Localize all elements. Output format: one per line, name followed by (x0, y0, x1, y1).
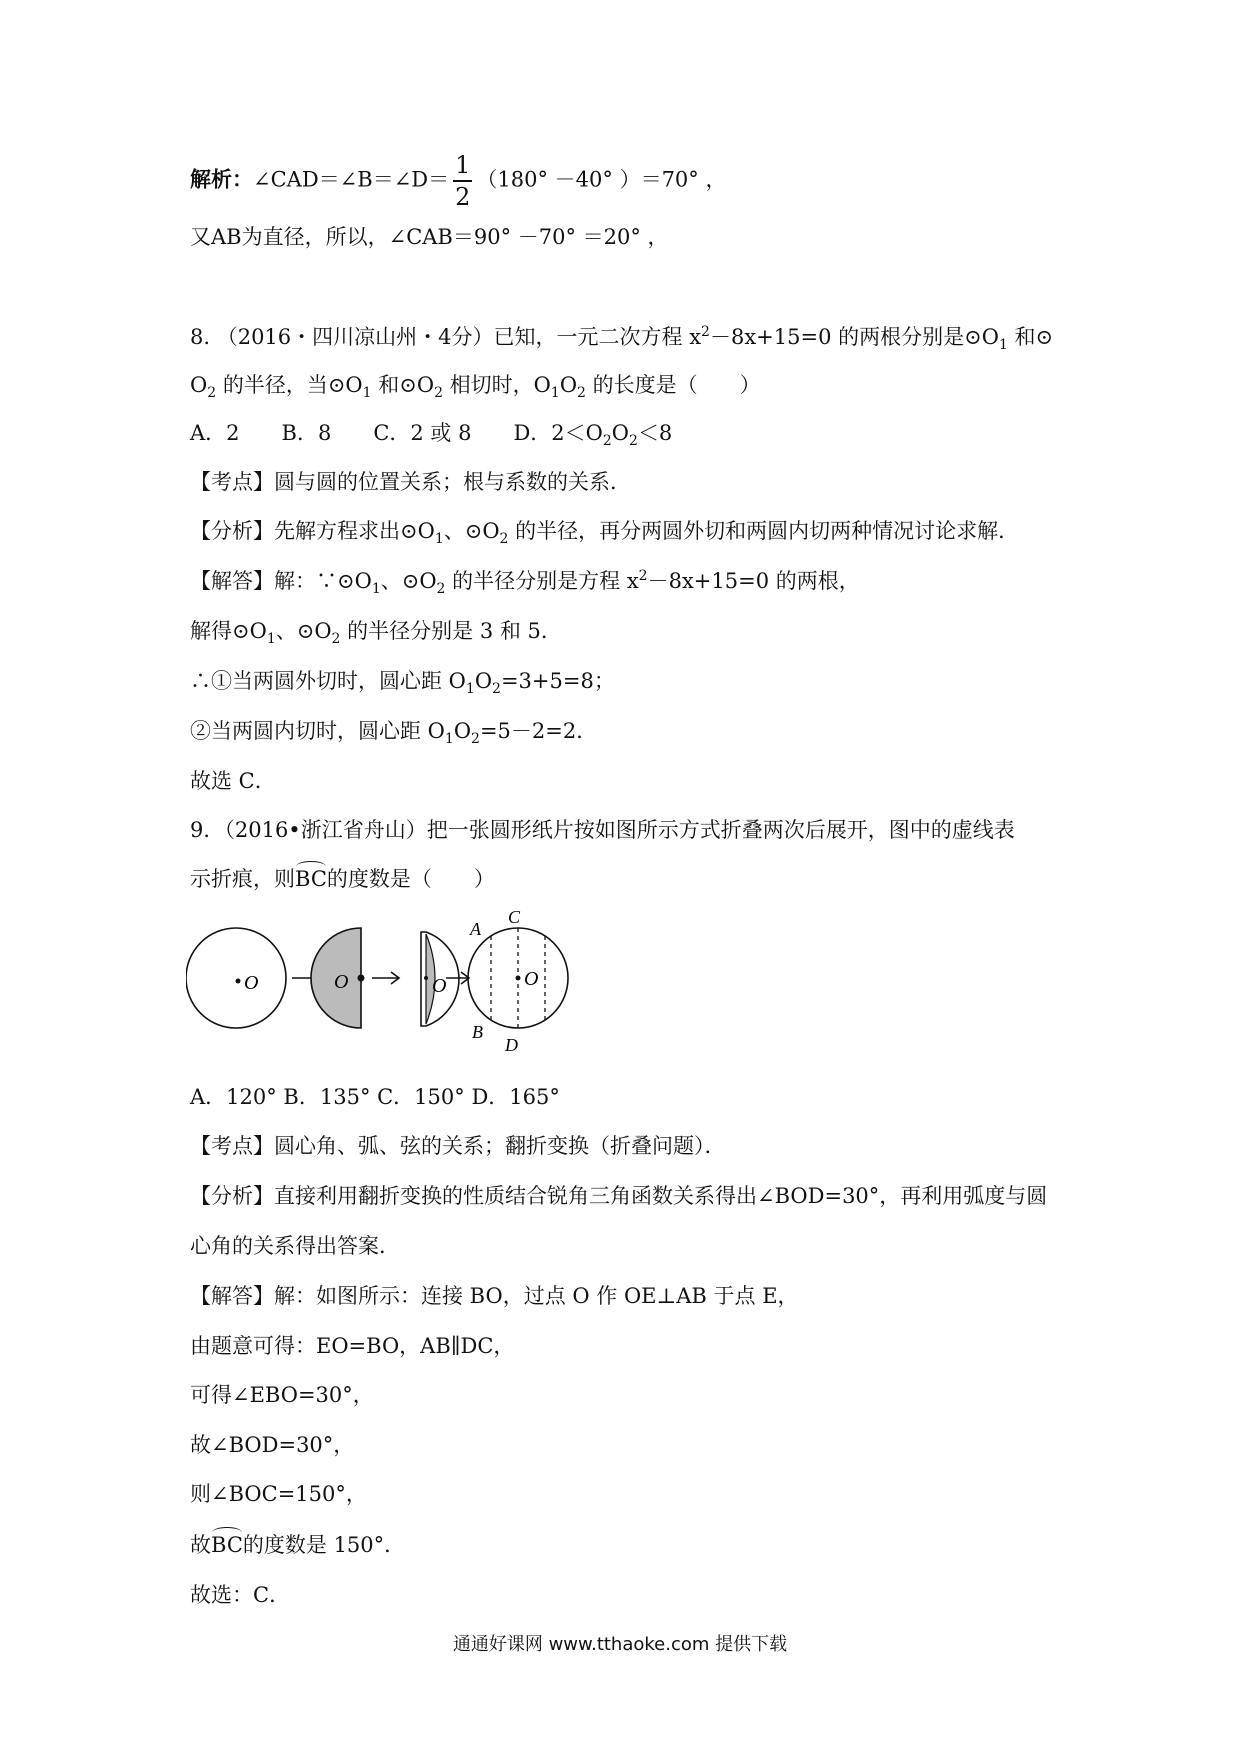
arc-bc: BC (295, 864, 327, 894)
q8-step3: ②当两圆内切时，圆心距 $O_1O_2=5-2=2$． (190, 719, 598, 748)
label-o-4: O (524, 968, 539, 990)
label-o-1: O (244, 972, 259, 994)
q8-step2: ∴①当两圆外切时，圆心距 $O_1O_2=3+5=8$； (190, 669, 615, 698)
q8-stem-line2: $O_2$ 的半径，当$⊙O_1$ 和$⊙O_2$ 相切时，$O_1O_2$ 的长度是（ ） (190, 373, 761, 402)
label-o-3: O (432, 975, 447, 997)
q9-options: A．120° B．135° C．150° D．165° (190, 1085, 560, 1109)
q8-options: A．2 B．8 C．2 或 8 D．$2<O_2O_2<8$ (190, 421, 673, 450)
q8-kaodian: 【考点】圆与圆的位置关系；根与系数的关系． (190, 470, 631, 494)
folding-figure (186, 902, 626, 1064)
q9-stem-line2: 示折痕，则BC的度数是（ ） (190, 864, 495, 894)
q9-answer: 故选：C． (190, 1583, 291, 1607)
q8-answer: 故选 C． (190, 769, 276, 793)
paper-circle (186, 928, 286, 1028)
center-dot-2 (358, 975, 365, 982)
analysis-label: 解析： (190, 166, 253, 192)
q9-kaodian: 【考点】圆心角、弧、弦的关系；翻折变换（折叠问题）． (190, 1134, 726, 1158)
arrow-icon-2 (372, 972, 399, 984)
q9-step3: 故∠BOD=30°， (190, 1433, 355, 1457)
center-dot (236, 979, 241, 984)
q9-step1: 由题意可得：EO=BO，AB∥DC， (190, 1334, 515, 1358)
q8-stem-line1: 8. （2016・四川凉山州・4分）已知，一元二次方程 $x^2-8x+15=0$ 的两根分别是$⊙O_1$ 和⊙ (190, 324, 1054, 354)
q9-jieda: 【解答】解：如图所示：连接 BO，过点 O 作 OE⊥AB 于点 E， (190, 1284, 799, 1308)
label-a: A (470, 919, 481, 939)
center-dot-4 (516, 976, 521, 981)
center-dot-3 (424, 976, 428, 980)
q9-fenxi-line1: 【分析】直接利用翻折变换的性质结合锐角三角函数关系得出∠BOD=30°，再利用弧度与圆 (190, 1184, 1048, 1208)
q9-step4: 则∠BOC=150°， (190, 1482, 367, 1506)
analysis-text: ∠CAD＝∠B＝∠D＝ (253, 167, 450, 192)
q9-step5: 故BC的度数是 150°． (190, 1530, 405, 1560)
analysis-text-end: （180° －40° ）＝70° ， (476, 167, 727, 192)
fraction: $\frac{1}{2}$ (455, 151, 471, 211)
label-b: B (472, 1022, 483, 1042)
label-o-2: O (334, 971, 349, 993)
q9-stem-line1: 9．（2016•浙江省舟山）把一张圆形纸片按如图所示方式折叠两次后展开，图中的虚线表 (190, 818, 1015, 842)
q9-fenxi-line2: 心角的关系得出答案． (190, 1234, 400, 1258)
q8-fenxi: 【分析】先解方程求出$⊙O_1$、$⊙O_2$ 的半径，再分两圆外切和两圆内切两种情况讨论求解． (190, 519, 1020, 548)
arc-bc-2: BC (211, 1530, 243, 1560)
page-footer: 通通好课网 www.tthaoke.com 提供下载 (452, 1634, 788, 1655)
prev-analysis-line2: 又AB为直径，所以，∠CAB＝90° －70° ＝20° ， (190, 225, 669, 249)
label-d: D (505, 1035, 518, 1055)
prev-analysis-line1 (190, 150, 726, 212)
label-c: C (508, 907, 521, 927)
q8-jieda: 【解答】解：$\because⊙O_1$、$⊙O_2$ 的半径分别是方程 $x^2-8x+15=0$ 的两根， (190, 568, 860, 598)
q8-step1: 解得$⊙O_1$、$⊙O_2$ 的半径分别是 3 和 5． (190, 619, 562, 648)
q9-step2: 可得∠EBO=30°， (190, 1383, 374, 1407)
